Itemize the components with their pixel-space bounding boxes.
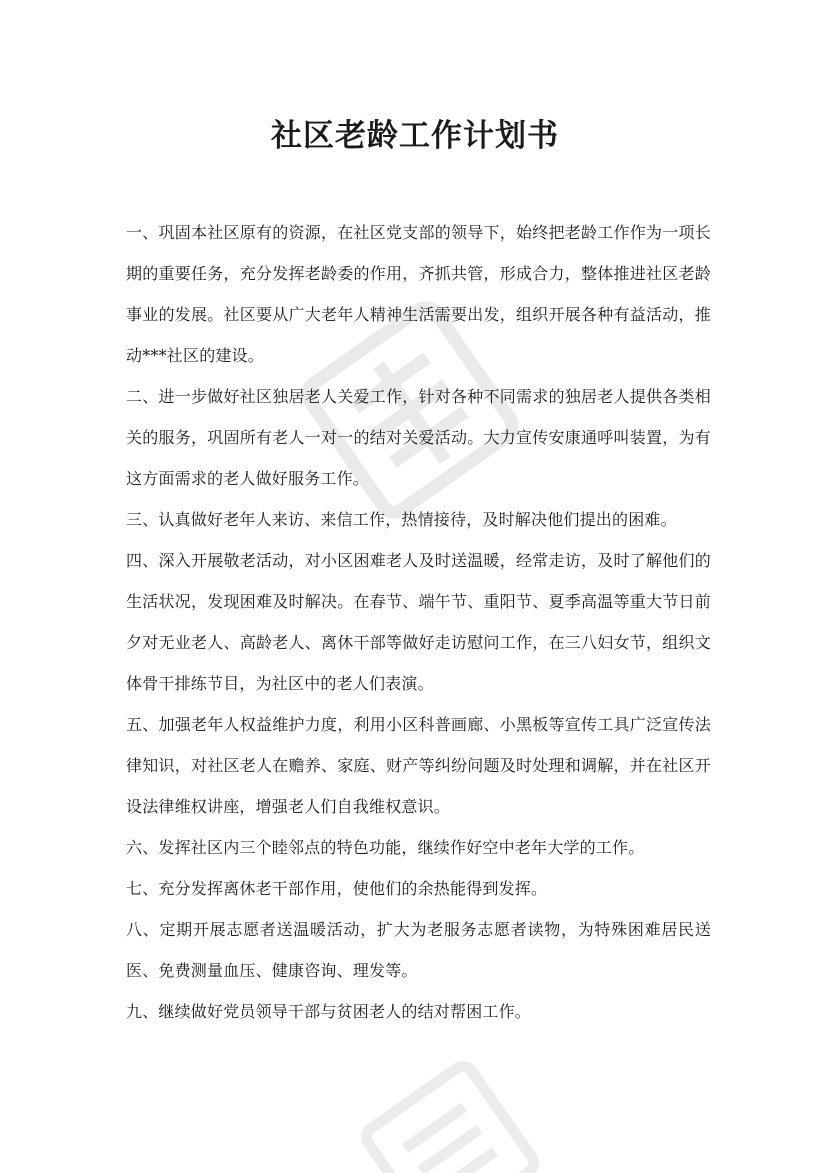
paragraph-5: 五、加强老年人权益维护力度，利用小区科普画廊、小黑板等宣传工具广泛宣传法律知识，对社区老人在赡养、家庭、财产等纠纷问题及时处理和调解，并在社区开设法律维权讲座，增强老人们自我维权意识。: [126, 715, 711, 816]
document-title: 社区老龄工作计划书: [271, 118, 559, 154]
paragraph-1: 一、巩固本社区原有的资源，在社区党支部的领导下，始终把老龄工作作为一项长期的重要任务，充分发挥老龄委的作用，齐抓共管，形成合力，整体推进社区老龄事业的发展。社区要从广大老年人精神生活需要出发，组织开展各种有益活动，推动***社区的建设。: [126, 223, 711, 365]
paragraph-9: 九、继续做好党员领导干部与贫困老人的结对帮困工作。: [126, 1002, 532, 1021]
paragraph-4: 四、深入开展敬老活动，对小区困难老人及时送温暖，经常走访，及时了解他们的生活状况，发现困难及时解决。在春节、端午节、重阳节、夏季高温等重大节日前夕对无业老人、高龄老人、离休干部等做好走访慰问工作，在三八妇女节，组织文体骨干排练节目，为社区中的老人们表演。: [126, 551, 711, 693]
paragraph-2: 二、进一步做好社区独居老人关爱工作，针对各种不同需求的独居老人提供各类相关的服务，巩固所有老人一对一的结对关爱活动。大力宣传安康通呼叫装置，为有这方面需求的老人做好服务工作。: [126, 387, 711, 488]
paragraph-8: 八、定期开展志愿者送温暖活动，扩大为老服务志愿者读物，为特殊困难居民送医、免费测量血压、健康咨询、理发等。: [126, 920, 711, 980]
paragraph-7: 七、充分发挥离休老干部作用，使他们的余热能得到发挥。: [126, 879, 548, 898]
paragraph-6: 六、发挥社区内三个睦邻点的特色功能，继续作好空中老年大学的工作。: [126, 838, 645, 857]
paragraph-3: 三、认真做好老年人来访、来信工作，热情接待，及时解决他们提出的困难。: [126, 510, 677, 529]
document-body: [126, 212, 711, 1032]
watermark-seal-icon: [360, 1060, 540, 1173]
